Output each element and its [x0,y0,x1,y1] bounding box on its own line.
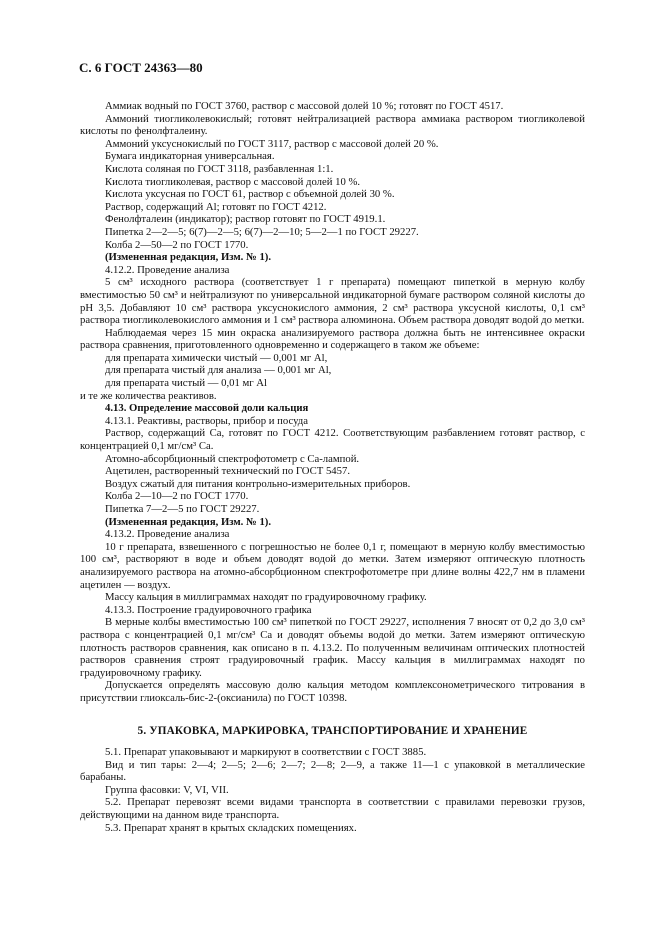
amendment-note: (Измененная редакция, Изм. № 1). [105,251,272,264]
section-heading-4-13: 4.13. Определение массовой доли кальция [105,402,309,415]
paragraph: Аммоний уксуснокислый по ГОСТ 3117, раствор с массовой долей 20 %. [105,137,439,150]
paragraph: Фенолфталеин (индикатор); раствор готовят по ГОСТ 4919.1. [105,213,386,226]
paragraph: Пипетка 2—2—5; 6(7)—2—5; 6(7)—2—10; 5—2—1 по ГОСТ 29227. [105,225,419,238]
paragraph: Пипетка 7—2—5 по ГОСТ 29227. [105,503,260,515]
paragraph: Раствор, содержащий Ca, готовят по ГОСТ 4212. Соответствующим разбавлением готовят раствор, с концентрацией 0,1 мг/см³ Ca. [80,427,585,453]
subsection-heading: 4.13.3. Построение градуировочного графика [105,603,312,616]
document-body [80,100,585,834]
paragraph: Наблюдаемая через 15 мин окраска анализируемого раствора должна быть не интенсивнее окраски раствора сравнения, приготовленного одновременно и содержащего в таком же объеме: [80,326,585,352]
subsection-heading: 4.13.1. Реактивы, растворы, прибор и посуда [105,414,308,427]
paragraph: Ацетилен, растворенный технический по ГОСТ 5457. [105,465,350,478]
paragraph: Колба 2—50—2 по ГОСТ 1770. [105,238,249,251]
paragraph: Аммиак водный по ГОСТ 3760, раствор с массовой долей 10 %; готовят по ГОСТ 4517. [105,100,504,112]
page-header: С. 6 ГОСТ 24363—80 [79,60,203,75]
paragraph: Раствор, содержащий Al; готовят по ГОСТ 4212. [105,200,327,213]
list-item: для препарата чистый для анализа — 0,001 мг Al, [105,364,332,377]
paragraph: 5.1. Препарат упаковывают и маркируют в соответствии с ГОСТ 3885. [105,746,427,759]
subsection-heading: 4.12.2. Проведение анализа [105,263,230,276]
paragraph: и те же количества реактивов. [80,389,217,402]
paragraph: Колба 2—10—2 по ГОСТ 1770. [105,490,249,503]
list-item: для препарата чистый — 0,01 мг Al [105,377,267,390]
paragraph: Допускается определять массовую долю кальция методом комплексонометрического титрования в присутствии глиоксаль-бис-2-(оксианила) по ГОСТ 10398. [80,679,585,704]
paragraph: Аммоний тиогликолевокислый; готовят нейтрализацией раствора аммиака раствором тиогликолевой кислоты по фенолфталеину. [80,112,585,138]
list-item: для препарата химически чистый — 0,001 мг Al, [105,351,328,364]
paragraph: Вид и тип тары: 2—4; 2—5; 2—6; 2—7; 2—8; 2—9, а также 11—1 с упаковкой в металлические барабаны. [80,758,585,784]
paragraph: В мерные колбы вместимостью 100 см³ пипеткой по ГОСТ 29227, исполнения 7 вносят от 0,2 до 3,0 см³ раствора с концентрацией 0,1 мг/см³ Ca и доводят объемы водой до метки. Затем измеряют оптическую плотность растворов сравнения, как описано в п. 4.13.2. По полученным величинам оптических плотностей растворов сравнения строят градуировочный график. Массу кальция в миллиграммах находят по градуировочному графику. [80,616,585,679]
paragraph: Бумага индикаторная универсальная. [105,150,275,163]
section-heading-5: 5. УПАКОВКА, МАРКИРОВКА, ТРАНСПОРТИРОВАНИЕ И ХРАНЕНИЕ [137,724,528,737]
amendment-note: (Измененная редакция, Изм. № 1). [105,515,272,528]
paragraph: 5.2. Препарат перевозят всеми видами транспорта в соответствии с правилами перевозки грузов, действующими на данном виде транспорта. [80,796,585,822]
paragraph: 5 см³ исходного раствора (соответствует 1 г препарата) помещают пипеткой в мерную колбу вместимостью 50 см³ и нейтрализуют по универсальной индикаторной бумаге раствором соляной кислоты до pH 3,5. Добавляют 10 см³ раствора уксуснокислого аммония, 2 см³ раствора уксусной кислоты, 0,1 см³ раствора тиогликолевокислого аммония и 1 см³ раствора алюминона. Объем раствора доводят водой до метки. [80,276,585,327]
paragraph: Кислота уксусная по ГОСТ 61, раствор с объемной долей 30 %. [105,188,395,201]
subsection-heading: 4.13.2. Проведение анализа [105,528,230,541]
paragraph: Кислота соляная по ГОСТ 3118, разбавленная 1:1. [105,162,334,175]
paragraph: Группа фасовки: V, VI, VII. [105,783,229,796]
paragraph: 5.3. Препарат хранят в крытых складских помещениях. [105,821,357,834]
paragraph: 10 г препарата, взвешенного с погрешностью не более 0,1 г, помещают в мерную колбу вместимостью 100 см³, растворяют в воде и объем доводят водой до метки. Затем измеряют оптическую плотность анализируемого раствора на атомно-абсорбционном спектрофотометре при длине волны 422,7 нм в пламени ацетилен — воздух. [80,540,585,591]
paragraph: Атомно-абсорбционный спектрофотометр с Ca-лампой. [105,452,360,465]
paragraph: Массу кальция в миллиграммах находят по градуировочному графику. [105,591,427,604]
paragraph: Воздух сжатый для питания контрольно-измерительных приборов. [105,477,411,490]
paragraph: Кислота тиогликолевая, раствор с массовой долей 10 %. [105,175,361,188]
